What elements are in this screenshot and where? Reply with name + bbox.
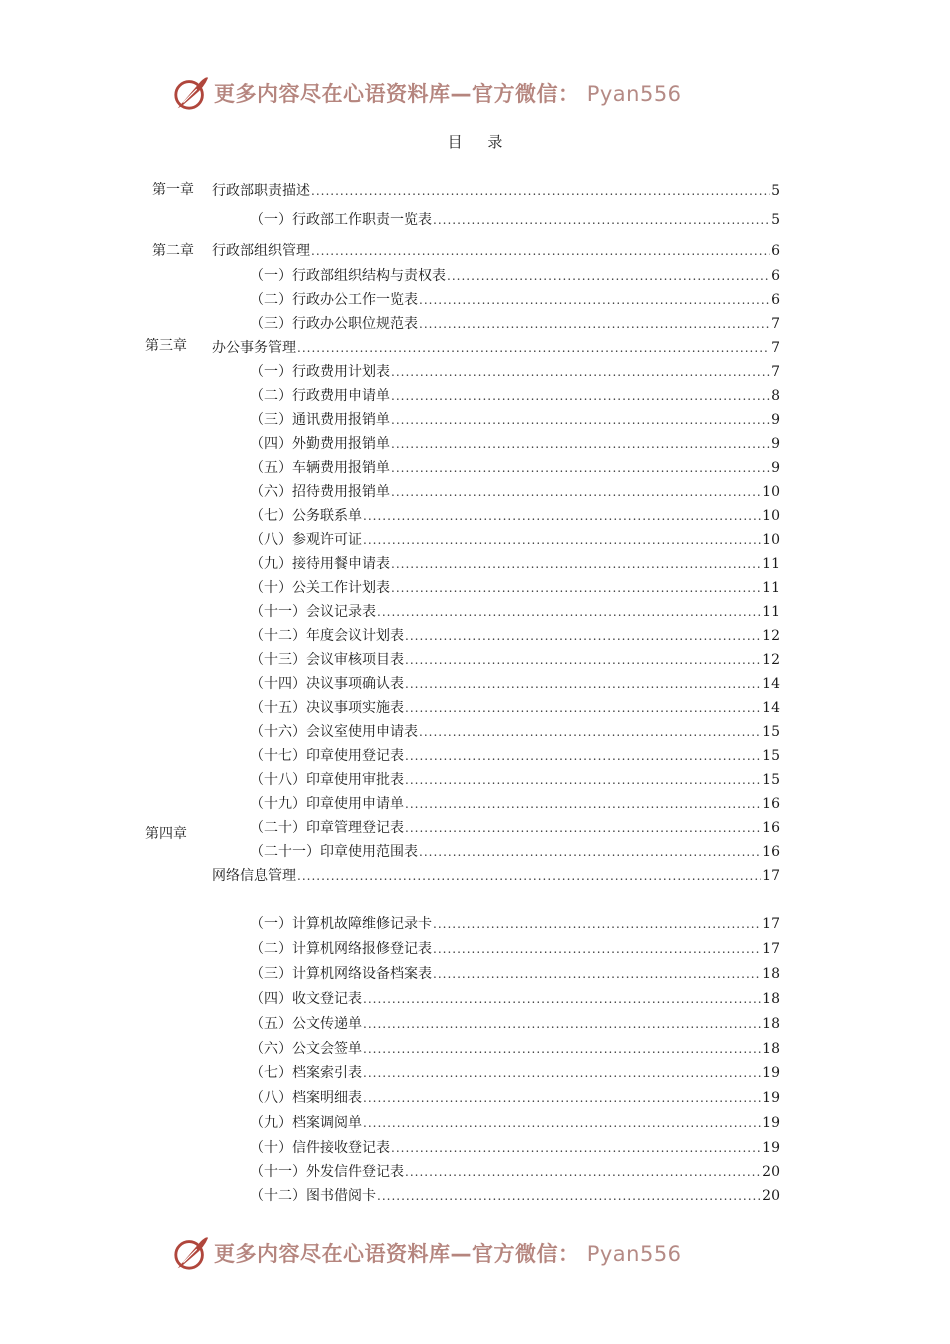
- toc-entry[interactable]: （十一）会议记录表 ..... 11: [250, 602, 780, 622]
- toc-entry[interactable]: 行政部职责描述 ..... 5: [212, 181, 780, 201]
- toc-entry[interactable]: （六）公文会签单 ..... 18: [250, 1039, 780, 1059]
- toc-entry[interactable]: （十九）印章使用申请单 ..... 16: [250, 794, 780, 814]
- toc-entry[interactable]: （十二）图书借阅卡 ..... 20: [250, 1186, 780, 1206]
- toc-entry[interactable]: （十）信件接收登记表 ..... 19: [250, 1138, 780, 1158]
- toc-entry[interactable]: （八）档案明细表 ..... 19: [250, 1088, 780, 1108]
- toc-entry[interactable]: （二十一）印章使用范围表 ..... 16: [250, 842, 780, 862]
- toc-entry[interactable]: （七）档案索引表 ..... 19: [250, 1063, 780, 1083]
- toc-entry[interactable]: （十六）会议室使用申请表 ..... 15: [250, 722, 780, 742]
- toc-entry[interactable]: （二）行政办公工作一览表 ..... 6: [250, 290, 780, 310]
- chapter-label-3: 第三章: [145, 338, 187, 354]
- toc-entry[interactable]: （十五）决议事项实施表 ..... 14: [250, 698, 780, 718]
- toc-entry[interactable]: 办公事务管理 ..... 7: [212, 338, 780, 358]
- feather-logo-icon: [172, 74, 210, 112]
- toc-entry[interactable]: （三）通讯费用报销单 ..... 9: [250, 410, 780, 430]
- toc-entry[interactable]: （二）行政费用申请单 ..... 8: [250, 386, 780, 406]
- chapter-label-2: 第二章: [152, 243, 194, 259]
- toc-entry[interactable]: （五）车辆费用报销单 ..... 9: [250, 458, 780, 478]
- toc-entry[interactable]: （一）行政费用计划表 ..... 7: [250, 362, 780, 382]
- watermark-banner-bottom: [172, 1233, 682, 1273]
- chapter-label-1: 第一章: [152, 182, 194, 198]
- toc-title: 目 录: [447, 133, 513, 151]
- chapter-label-4: 第四章: [145, 826, 187, 842]
- watermark-text: 更多内容尽在心语资料库—官方微信： Pyan556: [214, 1242, 682, 1266]
- toc-entry[interactable]: 网络信息管理 ..... 17: [212, 866, 780, 886]
- toc-entry[interactable]: （十三）会议审核项目表 ..... 12: [250, 650, 780, 670]
- toc-entry[interactable]: （九）接待用餐申请表 ..... 11: [250, 554, 780, 574]
- watermark-banner-top: [172, 73, 682, 113]
- watermark-text: 更多内容尽在心语资料库—官方微信： Pyan556: [214, 82, 682, 106]
- toc-entry[interactable]: （十二）年度会议计划表 ..... 12: [250, 626, 780, 646]
- toc-entry[interactable]: （三）计算机网络设备档案表 ..... 18: [250, 964, 780, 984]
- toc-entry[interactable]: 行政部组织管理 ..... 6: [212, 241, 780, 261]
- toc-entry[interactable]: （十一）外发信件登记表 ..... 20: [250, 1162, 780, 1182]
- toc-entry[interactable]: （二十）印章管理登记表 ..... 16: [250, 818, 780, 838]
- toc-entry[interactable]: （一）计算机故障维修记录卡 ..... 17: [250, 914, 780, 934]
- toc-entry[interactable]: （七）公务联系单 ..... 10: [250, 506, 780, 526]
- toc-entry[interactable]: （十八）印章使用审批表 ..... 15: [250, 770, 780, 790]
- toc-entry[interactable]: （十七）印章使用登记表 ..... 15: [250, 746, 780, 766]
- toc-entry[interactable]: （五）公文传递单 ..... 18: [250, 1014, 780, 1034]
- toc-entry[interactable]: （三）行政办公职位规范表 ..... 7: [250, 314, 780, 334]
- toc-entry[interactable]: （一）行政部工作职责一览表 ..... 5: [250, 210, 780, 230]
- toc-entry[interactable]: （九）档案调阅单 ..... 19: [250, 1113, 780, 1133]
- toc-entry[interactable]: （四）外勤费用报销单 ..... 9: [250, 434, 780, 454]
- toc-entry[interactable]: （十）公关工作计划表 ..... 11: [250, 578, 780, 598]
- toc-entry[interactable]: （六）招待费用报销单 ..... 10: [250, 482, 780, 502]
- toc-entry[interactable]: （四）收文登记表 ..... 18: [250, 989, 780, 1009]
- toc-entry[interactable]: （一）行政部组织结构与责权表 ..... 6: [250, 266, 780, 286]
- toc-entry[interactable]: （二）计算机网络报修登记表 ..... 17: [250, 939, 780, 959]
- toc-entry[interactable]: （八）参观许可证 ..... 10: [250, 530, 780, 550]
- feather-logo-icon: [172, 1234, 210, 1272]
- toc-entry[interactable]: （十四）决议事项确认表 ..... 14: [250, 674, 780, 694]
